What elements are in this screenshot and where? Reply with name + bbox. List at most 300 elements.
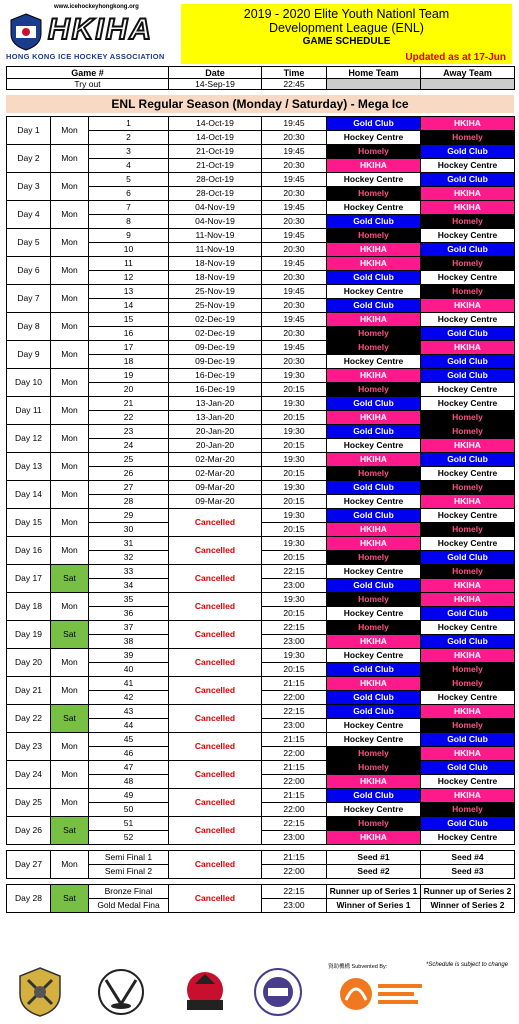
home-team: Hockey Centre bbox=[327, 803, 421, 817]
home-team: Gold Club bbox=[327, 509, 421, 523]
game-number: 21 bbox=[89, 397, 169, 411]
home-team: Gold Club bbox=[327, 425, 421, 439]
game-date: 11-Nov-19 bbox=[169, 243, 262, 257]
game-number: 1 bbox=[89, 117, 169, 131]
home-team: Gold Club bbox=[327, 663, 421, 677]
game-number: 2 bbox=[89, 131, 169, 145]
away-team: Hockey Centre bbox=[421, 775, 515, 789]
schedule-table bbox=[6, 116, 515, 913]
game-time: 19:30 bbox=[262, 425, 327, 439]
game-number: 23 bbox=[89, 425, 169, 439]
game-number: 40 bbox=[89, 663, 169, 677]
game-date: 25-Nov-19 bbox=[169, 299, 262, 313]
game-time: 19:30 bbox=[262, 397, 327, 411]
game-row bbox=[7, 369, 515, 383]
away-team: HKIHA bbox=[421, 299, 515, 313]
game-row bbox=[7, 565, 515, 579]
lcsd-logo-icon bbox=[336, 972, 426, 1016]
game-number: Semi Final 1 bbox=[89, 851, 169, 865]
home-team: Homely bbox=[327, 145, 421, 159]
game-time: 20:30 bbox=[262, 159, 327, 173]
weekday-label: Mon bbox=[51, 677, 89, 705]
hkiha-emblem-icon bbox=[8, 12, 44, 52]
game-date: 11-Nov-19 bbox=[169, 229, 262, 243]
day-label: Day 3 bbox=[7, 173, 51, 201]
tryout-time: 22:45 bbox=[262, 79, 327, 90]
game-number: 33 bbox=[89, 565, 169, 579]
updated-date: Updated as at 17-Jun bbox=[405, 52, 506, 63]
weekday-label: Mon bbox=[51, 453, 89, 481]
game-date: 20-Jan-20 bbox=[169, 425, 262, 439]
game-date: 20-Jan-20 bbox=[169, 439, 262, 453]
away-team: Winner of Series 2 bbox=[421, 899, 515, 913]
weekday-label: Mon bbox=[51, 509, 89, 537]
day-label: Day 2 bbox=[7, 145, 51, 173]
game-date: 13-Jan-20 bbox=[169, 411, 262, 425]
home-team: HKIHA bbox=[327, 411, 421, 425]
away-team: Homely bbox=[421, 257, 515, 271]
game-time: 21:15 bbox=[262, 733, 327, 747]
game-time: 19:30 bbox=[262, 369, 327, 383]
game-row bbox=[7, 705, 515, 719]
away-team: Gold Club bbox=[421, 327, 515, 341]
away-team: Homely bbox=[421, 663, 515, 677]
game-time: 19:45 bbox=[262, 285, 327, 299]
game-row bbox=[7, 453, 515, 467]
col-away: Away Team bbox=[421, 67, 515, 79]
tryout-date: 14-Sep-19 bbox=[169, 79, 262, 90]
home-team: Homely bbox=[327, 761, 421, 775]
game-number: 24 bbox=[89, 439, 169, 453]
title-line-3: GAME SCHEDULE bbox=[302, 36, 391, 47]
game-time: 19:45 bbox=[262, 117, 327, 131]
game-row bbox=[7, 677, 515, 691]
game-time: 20:30 bbox=[262, 327, 327, 341]
game-time: 21:15 bbox=[262, 677, 327, 691]
home-team: HKIHA bbox=[327, 369, 421, 383]
game-time: 20:30 bbox=[262, 355, 327, 369]
game-time: 20:30 bbox=[262, 243, 327, 257]
day-label: Day 19 bbox=[7, 621, 51, 649]
col-date: Date bbox=[169, 67, 262, 79]
header-table bbox=[6, 66, 515, 90]
game-time: 19:45 bbox=[262, 341, 327, 355]
home-team: Homely bbox=[327, 327, 421, 341]
away-team: HKIHA bbox=[421, 117, 515, 131]
game-row bbox=[7, 817, 515, 831]
home-team: Hockey Centre bbox=[327, 201, 421, 215]
game-row bbox=[7, 851, 515, 865]
schedule-table-container bbox=[6, 116, 514, 913]
day-label: Day 22 bbox=[7, 705, 51, 733]
day-label: Day 1 bbox=[7, 117, 51, 145]
weekday-label: Mon bbox=[51, 593, 89, 621]
game-number: 7 bbox=[89, 201, 169, 215]
home-team: Homely bbox=[327, 383, 421, 397]
game-date: 09-Mar-20 bbox=[169, 481, 262, 495]
game-number: 5 bbox=[89, 173, 169, 187]
home-team: HKIHA bbox=[327, 523, 421, 537]
tryout-row bbox=[7, 79, 515, 90]
home-team: HKIHA bbox=[327, 313, 421, 327]
home-team: Winner of Series 1 bbox=[327, 899, 421, 913]
away-team: Homely bbox=[421, 803, 515, 817]
home-team: Homely bbox=[327, 593, 421, 607]
home-team: Gold Club bbox=[327, 789, 421, 803]
game-time: 22:15 bbox=[262, 705, 327, 719]
day-label: Day 7 bbox=[7, 285, 51, 313]
cancelled-label: Cancelled bbox=[169, 789, 262, 817]
home-team: Hockey Centre bbox=[327, 173, 421, 187]
game-date: 28-Oct-19 bbox=[169, 187, 262, 201]
game-date: 16-Dec-19 bbox=[169, 369, 262, 383]
game-number: 16 bbox=[89, 327, 169, 341]
game-number: 52 bbox=[89, 831, 169, 845]
away-team: HKIHA bbox=[421, 649, 515, 663]
day-label: Day 28 bbox=[7, 885, 51, 913]
game-time: 20:15 bbox=[262, 439, 327, 453]
game-row bbox=[7, 397, 515, 411]
home-team: HKIHA bbox=[327, 243, 421, 257]
home-team: Homely bbox=[327, 341, 421, 355]
game-time: 19:30 bbox=[262, 453, 327, 467]
game-number: 36 bbox=[89, 607, 169, 621]
away-team: Runner up of Series 2 bbox=[421, 885, 515, 899]
cancelled-label: Cancelled bbox=[169, 817, 262, 845]
game-row bbox=[7, 761, 515, 775]
game-time: 21:15 bbox=[262, 851, 327, 865]
day-label: Day 8 bbox=[7, 313, 51, 341]
away-team: HKIHA bbox=[421, 187, 515, 201]
home-team: Gold Club bbox=[327, 481, 421, 495]
game-date: 04-Nov-19 bbox=[169, 215, 262, 229]
game-date: 09-Dec-19 bbox=[169, 355, 262, 369]
game-number: 12 bbox=[89, 271, 169, 285]
game-row bbox=[7, 201, 515, 215]
game-row bbox=[7, 733, 515, 747]
day-label: Day 6 bbox=[7, 257, 51, 285]
day-label: Day 17 bbox=[7, 565, 51, 593]
game-number: 18 bbox=[89, 355, 169, 369]
game-date: 14-Oct-19 bbox=[169, 131, 262, 145]
game-date: 16-Dec-19 bbox=[169, 383, 262, 397]
weekday-label: Sat bbox=[51, 705, 89, 733]
game-time: 19:30 bbox=[262, 649, 327, 663]
day-label: Day 4 bbox=[7, 201, 51, 229]
tryout-label: Try out bbox=[7, 79, 169, 90]
game-time: 19:45 bbox=[262, 257, 327, 271]
footer-logos bbox=[6, 958, 514, 1024]
away-team: Gold Club bbox=[421, 355, 515, 369]
cancelled-label: Cancelled bbox=[169, 565, 262, 593]
game-number: 31 bbox=[89, 537, 169, 551]
home-team: Homely bbox=[327, 817, 421, 831]
home-team: HKIHA bbox=[327, 257, 421, 271]
game-number: 3 bbox=[89, 145, 169, 159]
away-team: Gold Club bbox=[421, 173, 515, 187]
day-label: Day 25 bbox=[7, 789, 51, 817]
game-time: 19:45 bbox=[262, 313, 327, 327]
day-label: Day 15 bbox=[7, 509, 51, 537]
cancelled-label: Cancelled bbox=[169, 733, 262, 761]
game-time: 23:00 bbox=[262, 579, 327, 593]
away-team: Gold Club bbox=[421, 635, 515, 649]
weekday-label: Mon bbox=[51, 425, 89, 453]
day-label: Day 9 bbox=[7, 341, 51, 369]
away-team: Gold Club bbox=[421, 817, 515, 831]
game-date: 13-Jan-20 bbox=[169, 397, 262, 411]
game-row bbox=[7, 885, 515, 899]
game-time: 19:45 bbox=[262, 145, 327, 159]
cancelled-label: Cancelled bbox=[169, 851, 262, 879]
day-label: Day 26 bbox=[7, 817, 51, 845]
game-number: 20 bbox=[89, 383, 169, 397]
home-team: Gold Club bbox=[327, 299, 421, 313]
game-time: 22:00 bbox=[262, 865, 327, 879]
game-time: 20:30 bbox=[262, 215, 327, 229]
home-team: Seed #1 bbox=[327, 851, 421, 865]
game-number: 47 bbox=[89, 761, 169, 775]
game-time: 22:00 bbox=[262, 747, 327, 761]
subvented-by: 資助機構 Subvented By: bbox=[328, 964, 388, 970]
cancelled-label: Cancelled bbox=[169, 649, 262, 677]
game-row bbox=[7, 537, 515, 551]
game-time: 20:15 bbox=[262, 467, 327, 481]
game-time: 19:30 bbox=[262, 593, 327, 607]
away-team: Homely bbox=[421, 719, 515, 733]
game-number: 11 bbox=[89, 257, 169, 271]
home-team: Hockey Centre bbox=[327, 439, 421, 453]
game-row bbox=[7, 341, 515, 355]
game-number: 44 bbox=[89, 719, 169, 733]
day-label: Day 5 bbox=[7, 229, 51, 257]
home-team: Hockey Centre bbox=[327, 649, 421, 663]
home-team: HKIHA bbox=[327, 677, 421, 691]
game-number: 42 bbox=[89, 691, 169, 705]
weekday-label: Mon bbox=[51, 733, 89, 761]
cancelled-label: Cancelled bbox=[169, 621, 262, 649]
home-team: Gold Club bbox=[327, 117, 421, 131]
away-team: Gold Club bbox=[421, 453, 515, 467]
home-team: HKIHA bbox=[327, 159, 421, 173]
away-team: Homely bbox=[421, 565, 515, 579]
away-team: HKIHA bbox=[421, 747, 515, 761]
away-team: Hockey Centre bbox=[421, 621, 515, 635]
cancelled-label: Cancelled bbox=[169, 593, 262, 621]
weekday-label: Mon bbox=[51, 201, 89, 229]
game-date: 14-Oct-19 bbox=[169, 117, 262, 131]
game-number: 4 bbox=[89, 159, 169, 173]
game-time: 23:00 bbox=[262, 899, 327, 913]
home-team: Homely bbox=[327, 747, 421, 761]
day-label: Day 21 bbox=[7, 677, 51, 705]
away-team: Hockey Centre bbox=[421, 537, 515, 551]
game-date: 09-Mar-20 bbox=[169, 495, 262, 509]
page-header bbox=[0, 0, 519, 66]
weekday-label: Mon bbox=[51, 341, 89, 369]
game-number: 19 bbox=[89, 369, 169, 383]
game-time: 22:15 bbox=[262, 565, 327, 579]
away-team: Gold Club bbox=[421, 369, 515, 383]
game-number: 28 bbox=[89, 495, 169, 509]
home-team: HKIHA bbox=[327, 831, 421, 845]
game-time: 22:00 bbox=[262, 775, 327, 789]
away-team: HKIHA bbox=[421, 593, 515, 607]
game-number: 45 bbox=[89, 733, 169, 747]
game-date: 25-Nov-19 bbox=[169, 285, 262, 299]
weekday-label: Mon bbox=[51, 257, 89, 285]
game-date: 28-Oct-19 bbox=[169, 173, 262, 187]
away-team: HKIHA bbox=[421, 789, 515, 803]
game-number: 8 bbox=[89, 215, 169, 229]
game-time: 22:00 bbox=[262, 803, 327, 817]
game-time: 20:15 bbox=[262, 663, 327, 677]
game-number: 38 bbox=[89, 635, 169, 649]
home-team: Gold Club bbox=[327, 579, 421, 593]
away-team: Homely bbox=[421, 411, 515, 425]
weekday-label: Mon bbox=[51, 397, 89, 425]
game-row bbox=[7, 229, 515, 243]
game-time: 23:00 bbox=[262, 635, 327, 649]
home-team: Hockey Centre bbox=[327, 607, 421, 621]
game-number: 9 bbox=[89, 229, 169, 243]
game-row bbox=[7, 621, 515, 635]
away-team: Hockey Centre bbox=[421, 397, 515, 411]
away-team: Homely bbox=[421, 131, 515, 145]
game-row bbox=[7, 649, 515, 663]
game-number: 41 bbox=[89, 677, 169, 691]
game-date: 02-Dec-19 bbox=[169, 313, 262, 327]
column-header bbox=[6, 66, 514, 90]
title-box bbox=[181, 4, 512, 64]
game-number: 6 bbox=[89, 187, 169, 201]
home-team: Gold Club bbox=[327, 705, 421, 719]
home-team: Hockey Centre bbox=[327, 733, 421, 747]
game-number: 34 bbox=[89, 579, 169, 593]
away-team: HKIHA bbox=[421, 495, 515, 509]
away-team: Homely bbox=[421, 285, 515, 299]
game-number: 29 bbox=[89, 509, 169, 523]
game-row bbox=[7, 593, 515, 607]
game-number: 35 bbox=[89, 593, 169, 607]
home-team: Hockey Centre bbox=[327, 719, 421, 733]
weekday-label: Mon bbox=[51, 313, 89, 341]
game-date: 04-Nov-19 bbox=[169, 201, 262, 215]
away-team: Homely bbox=[421, 425, 515, 439]
game-time: 19:45 bbox=[262, 229, 327, 243]
title-line-1: 2019 - 2020 Elite Youth Nationl Team bbox=[243, 7, 450, 21]
away-team: Hockey Centre bbox=[421, 313, 515, 327]
game-time: 23:00 bbox=[262, 831, 327, 845]
game-date: 02-Dec-19 bbox=[169, 327, 262, 341]
home-team: HKIHA bbox=[327, 775, 421, 789]
game-time: 20:15 bbox=[262, 411, 327, 425]
day-label: Day 27 bbox=[7, 851, 51, 879]
home-team: Homely bbox=[327, 467, 421, 481]
game-row bbox=[7, 425, 515, 439]
away-team: Gold Club bbox=[421, 145, 515, 159]
game-number: 39 bbox=[89, 649, 169, 663]
game-row bbox=[7, 117, 515, 131]
game-time: 19:30 bbox=[262, 509, 327, 523]
tryout-away bbox=[421, 79, 515, 90]
game-time: 19:30 bbox=[262, 537, 327, 551]
game-number: 25 bbox=[89, 453, 169, 467]
team-mascot-logo-icon bbox=[181, 966, 229, 1018]
game-time: 23:00 bbox=[262, 719, 327, 733]
day-label: Day 16 bbox=[7, 537, 51, 565]
game-number: 13 bbox=[89, 285, 169, 299]
game-time: 20:30 bbox=[262, 271, 327, 285]
game-time: 20:15 bbox=[262, 495, 327, 509]
game-row bbox=[7, 313, 515, 327]
game-time: 20:30 bbox=[262, 187, 327, 201]
day-label: Day 14 bbox=[7, 481, 51, 509]
day-label: Day 18 bbox=[7, 593, 51, 621]
home-team: Homely bbox=[327, 551, 421, 565]
game-time: 22:15 bbox=[262, 885, 327, 899]
away-team: Gold Club bbox=[421, 733, 515, 747]
weekday-label: Sat bbox=[51, 621, 89, 649]
home-team: Homely bbox=[327, 187, 421, 201]
home-team: Homely bbox=[327, 229, 421, 243]
game-row bbox=[7, 509, 515, 523]
day-label: Day 11 bbox=[7, 397, 51, 425]
game-number: 15 bbox=[89, 313, 169, 327]
game-number: 46 bbox=[89, 747, 169, 761]
away-team: Gold Club bbox=[421, 761, 515, 775]
weekday-label: Sat bbox=[51, 885, 89, 913]
game-time: 20:15 bbox=[262, 607, 327, 621]
home-team: Homely bbox=[327, 621, 421, 635]
game-date: 21-Oct-19 bbox=[169, 145, 262, 159]
weekday-label: Sat bbox=[51, 565, 89, 593]
away-team: Homely bbox=[421, 523, 515, 537]
game-time: 20:15 bbox=[262, 551, 327, 565]
home-team: Gold Club bbox=[327, 691, 421, 705]
game-date: 18-Nov-19 bbox=[169, 257, 262, 271]
game-row bbox=[7, 257, 515, 271]
game-number: 51 bbox=[89, 817, 169, 831]
home-team: HKIHA bbox=[327, 635, 421, 649]
weekday-label: Mon bbox=[51, 145, 89, 173]
hockey-centre-logo-icon bbox=[86, 966, 156, 1018]
col-time: Time bbox=[262, 67, 327, 79]
home-team: Hockey Centre bbox=[327, 495, 421, 509]
hkiha-seal-icon bbox=[251, 966, 305, 1018]
game-time: 22:15 bbox=[262, 817, 327, 831]
col-game: Game # bbox=[7, 67, 169, 79]
weekday-label: Sat bbox=[51, 817, 89, 845]
home-team: Seed #2 bbox=[327, 865, 421, 879]
game-number: 50 bbox=[89, 803, 169, 817]
weekday-label: Mon bbox=[51, 761, 89, 789]
game-row bbox=[7, 789, 515, 803]
weekday-label: Mon bbox=[51, 173, 89, 201]
away-team: Gold Club bbox=[421, 243, 515, 257]
weekday-label: Mon bbox=[51, 117, 89, 145]
game-time: 19:45 bbox=[262, 173, 327, 187]
game-date: 18-Nov-19 bbox=[169, 271, 262, 285]
game-number: Semi Final 2 bbox=[89, 865, 169, 879]
hkiha-logo bbox=[6, 4, 182, 62]
game-time: 20:30 bbox=[262, 131, 327, 145]
away-team: Hockey Centre bbox=[421, 383, 515, 397]
away-team: Hockey Centre bbox=[421, 271, 515, 285]
away-team: HKIHA bbox=[421, 439, 515, 453]
cancelled-label: Cancelled bbox=[169, 705, 262, 733]
game-number: 22 bbox=[89, 411, 169, 425]
